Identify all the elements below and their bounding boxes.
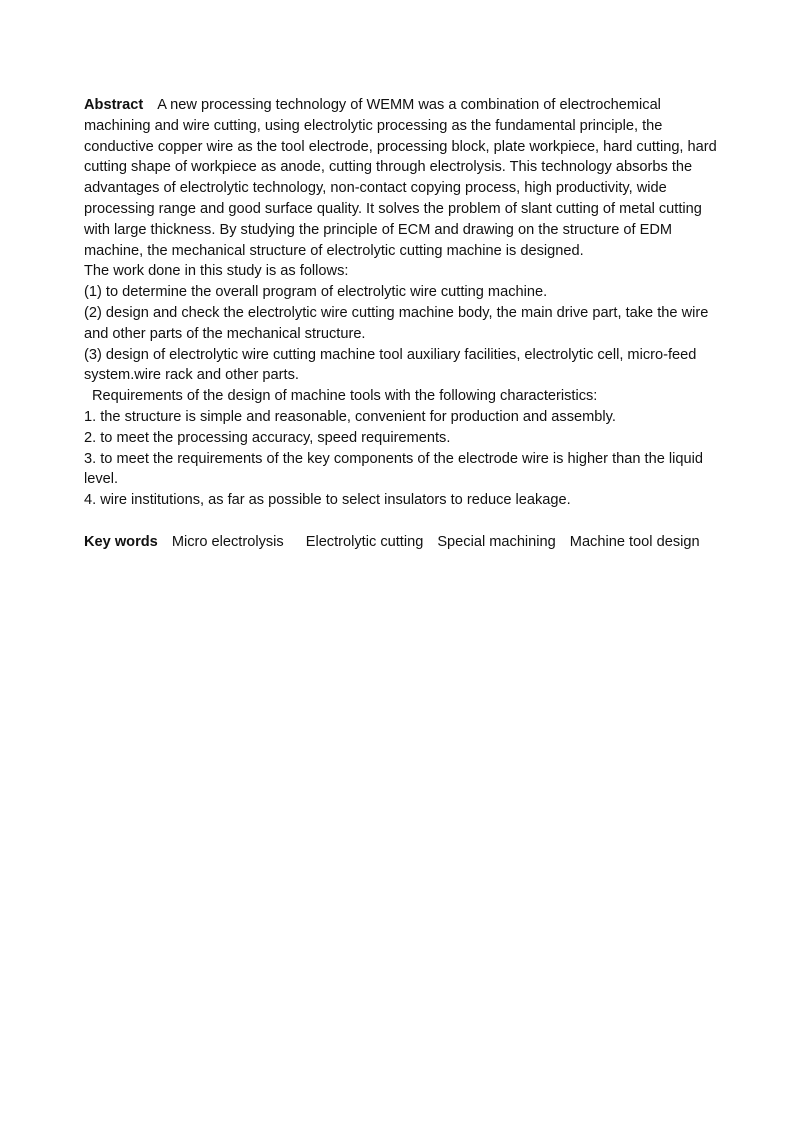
- keywords-paragraph: [84, 532, 724, 553]
- work-item-2: (2) design and check the electrolytic wire cutting machine body, the main drive part, take the wire and other parts of the mechanical structure.: [84, 304, 709, 342]
- keyword-item: Special machining: [437, 533, 556, 550]
- work-item-3: (3) design of electrolytic wire cutting machine tool auxiliary facilities, electrolytic cell, micro-feed system.wire rack and other parts.: [84, 346, 697, 384]
- requirement-2: 2. to meet the processing accuracy, speed requirements.: [84, 429, 451, 446]
- work-item-1: (1) to determine the overall program of electrolytic wire cutting machine.: [84, 284, 548, 301]
- work-intro: The work done in this study is as follows:: [84, 263, 349, 280]
- abstract-page: [84, 95, 724, 553]
- abstract-label: Abstract: [84, 97, 144, 113]
- requirements-intro: Requirements of the design of machine tools with the following characteristics:: [92, 388, 598, 405]
- abstract-text: A new processing technology of WEMM was a combination of electrochemical machining and wire cutting, using electrolytic processing as the fundamental principle, the conductive copper wire as the tool electrode, processing block, plate workpiece, hard cutting, hard cutting shape of workpiece as anode, cutting through electrolysis. This technology absorbs the advantages of electrolytic technology, non-contact copying process, high productivity, wide processing range and good surface quality. It solves the problem of slant cutting of metal cutting with large thickness. By studying the principle of ECM and drawing on the structure of EDM machine, the mechanical structure of electrolytic cutting machine is designed.: [84, 97, 717, 259]
- requirement-4: 4. wire institutions, as far as possible to select insulators to reduce leakage.: [84, 492, 571, 509]
- keyword-item: Electrolytic cutting: [305, 533, 424, 550]
- blank-line: [84, 511, 724, 532]
- abstract-paragraph: [84, 95, 724, 261]
- requirement-3: 3. to meet the requirements of the key components of the electrode wire is higher than the liquid level.: [84, 450, 703, 488]
- requirement-1: 1. the structure is simple and reasonable, convenient for production and assembly.: [84, 408, 616, 425]
- keywords-label: Key words: [84, 533, 158, 550]
- keyword-item: Machine tool design: [569, 533, 700, 550]
- keyword-item: Micro electrolysis: [171, 533, 284, 550]
